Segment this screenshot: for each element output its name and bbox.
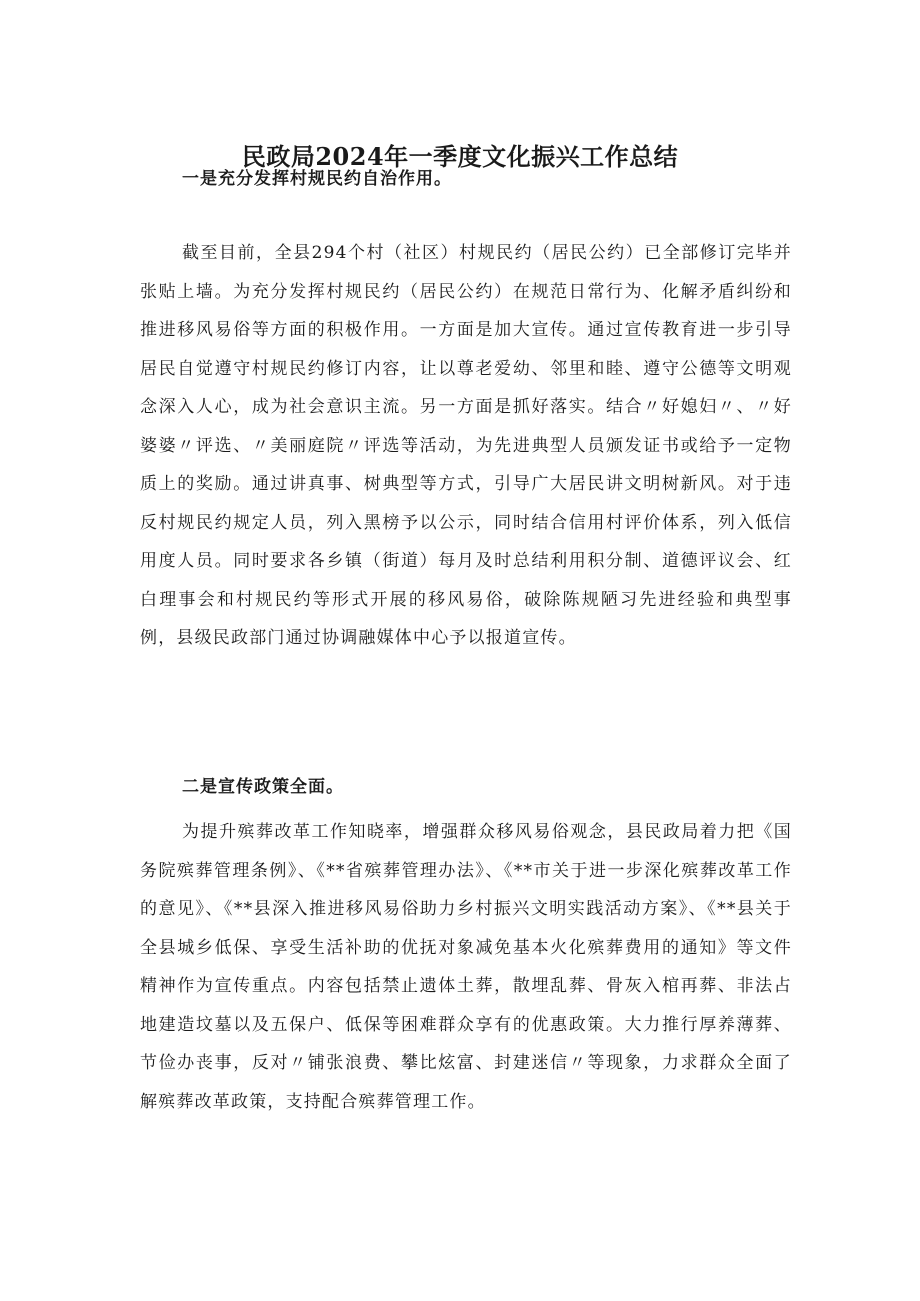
section-paragraph-1: 截至目前，全县294个村（社区）村规民约（居民公约）已全部修订完毕并张贴上墙。为充分发挥村规民约（居民公约）在规范日常行为、化解矛盾纠纷和推进移风易俗等方面的积极作用。一方面是加大宣传。通过宣传教育进一步引导居民自觉遵守村规民约修订内容，让以尊老爱幼、邻里和睦、遵守公德等文明观念深入人心，成为社会意识主流。另一方面是抓好落实。结合〃好媳妇〃、〃好婆婆〃评选、〃美丽庭院〃评选等活动，为先进典型人员颁发证书或给予一定物质上的奖励。通过讲真事、树典型等方式，引导广大居民讲文明树新风。对于违反村规民约规定人员，列入黑榜予以公示，同时结合信用村评价体系，列入低信用度人员。同时要求各乡镇（街道）每月及时总结利用积分制、道德评议会、红白理事会和村规民约等形式开展的移风易俗，破除陈规陋习先进经验和典型事例，县级民政部门通过协调融媒体中心予以报道宣传。: [140, 243, 792, 648]
section-heading-1: 一是充分发挥村规民约自治作用。: [182, 169, 452, 189]
section-heading-2: 二是宣传政策全面。: [182, 777, 344, 797]
document-title: 民政局2024年一季度文化振兴工作总结: [241, 142, 679, 171]
section-paragraph-2: 为提升殡葬改革工作知晓率，增强群众移风易俗观念，县民政局着力把《国务院殡葬管理条例》、《**省殡葬管理办法》、《**市关于进一步深化殡葬改革工作的意见》、《**县深入推进移风易俗助力乡村振兴文明实践活动方案》、《**县关于全县城乡低保、享受生活补助的优抚对象减免基本火化殡葬费用的通知》等文件精神作为宣传重点。内容包括禁止遗体土葬，散埋乱葬、骨灰入棺再葬、非法占地建造坟墓以及五保户、低保等困难群众享有的优惠政策。大力推行厚养薄葬、节俭办丧事，反对〃铺张浪费、攀比炫富、封建迷信〃等现象，力求群众全面了解殡葬改革政策，支持配合殡葬管理工作。: [140, 822, 792, 1112]
